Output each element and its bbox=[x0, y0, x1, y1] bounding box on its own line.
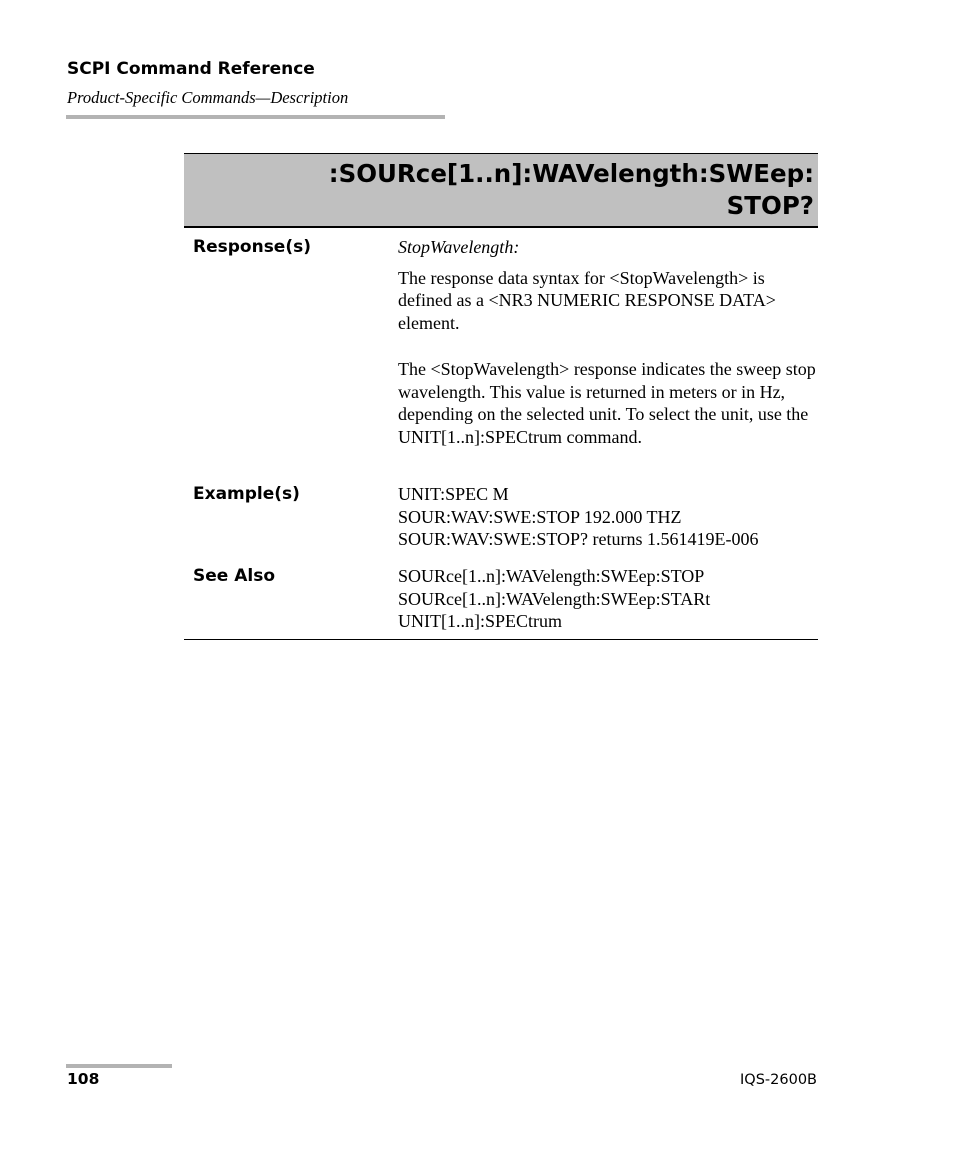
command-header bbox=[184, 153, 818, 228]
response-description-paragraph: The <StopWavelength> response indicates the sweep stop wavelength. This value is returned in meters or in Hz, depending on the selected unit. To select the unit, use the UNIT[1..n]:SPECtrum command. bbox=[398, 358, 816, 447]
command-title bbox=[329, 158, 814, 222]
product-name: IQS-2600B bbox=[740, 1072, 817, 1088]
see-also-item: UNIT[1..n]:SPECtrum bbox=[398, 611, 562, 632]
table-bottom-rule bbox=[184, 639, 818, 640]
header-divider bbox=[66, 115, 445, 119]
footer-divider bbox=[66, 1064, 172, 1068]
running-head bbox=[67, 58, 447, 108]
page-number: 108 bbox=[67, 1070, 100, 1088]
responses-label: Response(s) bbox=[193, 237, 311, 257]
see-also-item: SOURce[1..n]:WAVelength:SWEep:STARt bbox=[398, 588, 711, 609]
response-name: StopWavelength: bbox=[398, 237, 520, 257]
example-line: SOUR:WAV:SWE:STOP 192.000 THZ bbox=[398, 506, 682, 527]
see-also-content bbox=[398, 565, 818, 633]
responses-content bbox=[398, 236, 818, 449]
command-title-line-2: STOP? bbox=[726, 191, 814, 220]
see-also-item: SOURce[1..n]:WAVelength:SWEep:STOP bbox=[398, 566, 705, 586]
response-syntax-paragraph: The response data syntax for <StopWavelength> is defined as a <NR3 NUMERIC RESPONSE DATA> element. bbox=[398, 267, 776, 334]
subsection-title: Product-Specific Commands—Description bbox=[67, 88, 349, 107]
see-also-label: See Also bbox=[193, 566, 276, 586]
examples-content bbox=[398, 483, 818, 551]
section-title: SCPI Command Reference bbox=[67, 59, 315, 79]
command-title-line-1: :SOURce[1..n]:WAVelength:SWEep: bbox=[328, 159, 814, 188]
example-line: UNIT:SPEC M bbox=[398, 484, 509, 504]
example-line: SOUR:WAV:SWE:STOP? returns 1.561419E-006 bbox=[398, 529, 759, 550]
examples-label: Example(s) bbox=[193, 484, 300, 504]
